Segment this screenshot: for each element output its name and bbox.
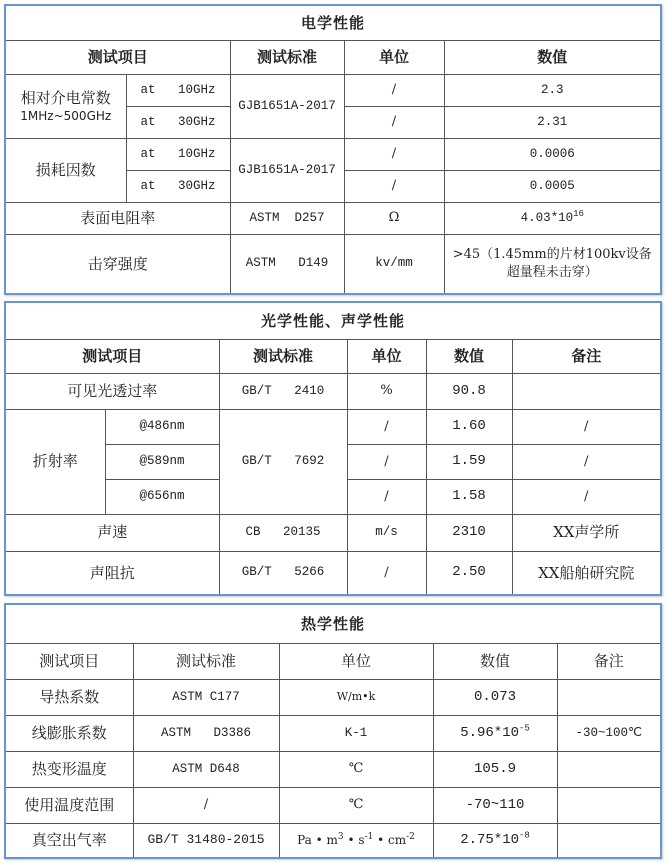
conductivity-unit: W/m•k [279, 679, 433, 715]
dielectric-value-2: 2.31 [444, 106, 660, 138]
sound-speed-label: 声速 [6, 514, 219, 551]
outgassing-unit-pa-m: Pa • m [297, 833, 338, 848]
refractive-value-589: 1.59 [426, 444, 512, 479]
service-temp-label: 使用温度范围 [6, 787, 133, 823]
expansion-value [433, 715, 557, 751]
conductivity-standard: ASTM C177 [133, 679, 279, 715]
deflection-temp-standard: ASTM D648 [133, 751, 279, 787]
dielectric-unit-2: / [344, 106, 444, 138]
expansion-unit: K-1 [279, 715, 433, 751]
loss-value-1: 0.0006 [444, 138, 660, 170]
expansion-value-exp: -5 [519, 722, 530, 733]
electrical-title: 电学性能 [6, 6, 660, 40]
deflection-temp-unit: ℃ [279, 751, 433, 787]
loss-cond-10ghz: at 10GHz [126, 138, 230, 170]
loss-standard: GJB1651A-2017 [230, 138, 344, 202]
service-temp-unit: ℃ [279, 787, 433, 823]
refractive-note-656: / [512, 479, 660, 514]
outgassing-value-exp: -8 [519, 830, 530, 841]
loss-unit-2: / [344, 170, 444, 202]
breakdown-strength-standard: ASTM D149 [230, 234, 344, 293]
thermal-header-unit: 单位 [279, 643, 433, 679]
outgassing-value [433, 823, 557, 857]
sound-speed-standard: CB 20135 [219, 514, 347, 551]
optical-header-note: 备注 [512, 339, 660, 373]
thermal-header-test-item: 测试项目 [6, 643, 133, 679]
refractive-unit-486: / [347, 409, 426, 444]
conductivity-value: 0.073 [433, 679, 557, 715]
deflection-temp-label: 热变形温度 [6, 751, 133, 787]
optical-header-value: 数值 [426, 339, 512, 373]
deflection-temp-value: 105.9 [433, 751, 557, 787]
acoustic-impedance-value: 2.50 [426, 551, 512, 594]
outgassing-label: 真空出气率 [6, 823, 133, 857]
refractive-value-656: 1.58 [426, 479, 512, 514]
acoustic-impedance-note: XX船舶研究院 [512, 551, 660, 594]
expansion-label: 线膨胀系数 [6, 715, 133, 751]
optical-title: 光学性能、声学性能 [6, 303, 660, 339]
outgassing-unit [279, 823, 433, 857]
electrical-table [6, 6, 660, 293]
outgassing-note [557, 823, 660, 857]
acoustic-impedance-standard: GB/T 5266 [219, 551, 347, 594]
thermal-header-value: 数值 [433, 643, 557, 679]
loss-cond-30ghz: at 30GHz [126, 170, 230, 202]
loss-value-2: 0.0005 [444, 170, 660, 202]
header-test-item: 测试项目 [6, 40, 230, 74]
surface-resistivity-label: 表面电阻率 [6, 202, 230, 234]
thermal-header-standard: 测试标准 [133, 643, 279, 679]
breakdown-strength-value: >45（1.45mm的片材100kv设备超量程未击穿） [444, 234, 660, 293]
outgassing-unit-cm: • cm [373, 833, 407, 848]
loss-unit-1: / [344, 138, 444, 170]
acoustic-impedance-label: 声阻抗 [6, 551, 219, 594]
refractive-index-label: 折射率 [6, 409, 105, 514]
surface-resistivity-value-exp: 16 [573, 208, 584, 219]
loss-factor-label: 损耗因数 [6, 138, 126, 202]
dielectric-constant-label [6, 74, 126, 138]
surface-resistivity-value-base: 4.03*10 [520, 210, 574, 225]
expansion-standard: ASTM D3386 [133, 715, 279, 751]
dielectric-constant-label-line1: 相对介电常数 [20, 88, 111, 107]
expansion-value-base: 5.96*10 [460, 724, 519, 741]
header-unit: 单位 [344, 40, 444, 74]
deflection-temp-note [557, 751, 660, 787]
surface-resistivity-value [444, 202, 660, 234]
header-value: 数值 [444, 40, 660, 74]
refractive-note-589: / [512, 444, 660, 479]
thermal-properties-panel [4, 603, 662, 859]
dielectric-cond-30ghz: at 30GHz [126, 106, 230, 138]
dielectric-unit-1: / [344, 74, 444, 106]
dielectric-cond-10ghz: at 10GHz [126, 74, 230, 106]
refractive-note-486: / [512, 409, 660, 444]
refractive-standard: GB/T 7692 [219, 409, 347, 514]
service-temp-standard: / [133, 787, 279, 823]
refractive-cond-589: @589nm [105, 444, 219, 479]
expansion-note: -30~100℃ [557, 715, 660, 751]
dielectric-constant-label-line2: 1MHz~500GHz [20, 109, 112, 124]
breakdown-strength-unit: kv/mm [344, 234, 444, 293]
optical-header-standard: 测试标准 [219, 339, 347, 373]
surface-resistivity-unit: Ω [344, 202, 444, 234]
service-temp-note [557, 787, 660, 823]
optical-acoustic-panel [4, 301, 662, 596]
transmittance-label: 可见光透过率 [6, 373, 219, 409]
acoustic-impedance-unit: / [347, 551, 426, 594]
service-temp-value: -70~110 [433, 787, 557, 823]
refractive-cond-486: @486nm [105, 409, 219, 444]
refractive-value-486: 1.60 [426, 409, 512, 444]
transmittance-standard: GB/T 2410 [219, 373, 347, 409]
dielectric-standard: GJB1651A-2017 [230, 74, 344, 138]
transmittance-unit: % [347, 373, 426, 409]
thermal-title: 热学性能 [6, 605, 660, 643]
conductivity-label: 导热系数 [6, 679, 133, 715]
conductivity-note [557, 679, 660, 715]
sound-speed-unit: m/s [347, 514, 426, 551]
outgassing-unit-exp-3: 3 [337, 832, 344, 843]
header-standard: 测试标准 [230, 40, 344, 74]
sound-speed-value: 2310 [426, 514, 512, 551]
breakdown-strength-label: 击穿强度 [6, 234, 230, 293]
thermal-table [6, 605, 660, 857]
refractive-unit-656: / [347, 479, 426, 514]
outgassing-standard: GB/T 31480-2015 [133, 823, 279, 857]
optical-header-test-item: 测试项目 [6, 339, 219, 373]
transmittance-note [512, 373, 660, 409]
sound-speed-note: XX声学所 [512, 514, 660, 551]
optical-acoustic-table [6, 303, 660, 594]
outgassing-unit-s: • s [343, 833, 365, 848]
transmittance-value: 90.8 [426, 373, 512, 409]
electrical-properties-panel [4, 4, 662, 295]
refractive-cond-656: @656nm [105, 479, 219, 514]
thermal-header-note: 备注 [557, 643, 660, 679]
outgassing-unit-exp-neg2: -2 [406, 832, 415, 843]
optical-header-unit: 单位 [347, 339, 426, 373]
surface-resistivity-standard: ASTM D257 [230, 202, 344, 234]
outgassing-value-base: 2.75*10 [460, 831, 519, 848]
outgassing-unit-exp-neg1: -1 [364, 832, 374, 843]
dielectric-value-1: 2.3 [444, 74, 660, 106]
refractive-unit-589: / [347, 444, 426, 479]
